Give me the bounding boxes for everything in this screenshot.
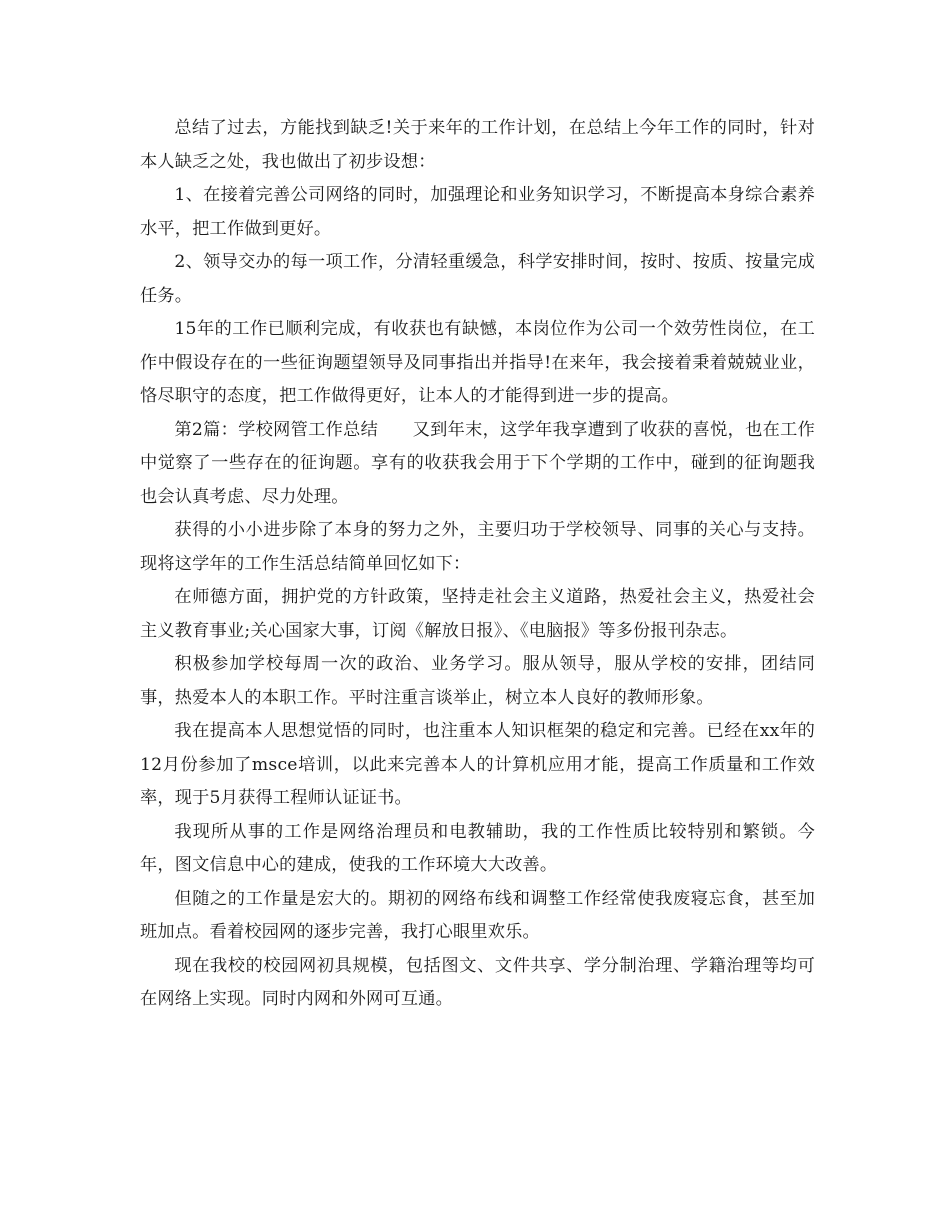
paragraph-study: 积极参加学校每周一次的政治、业务学习。服从领导，服从学校的安排，团结同事，热爱本人的本职工作。平时注重言谈举止，树立本人良好的教师形象。 (140, 654, 815, 708)
paragraph-progress: 获得的小小进步除了本身的努力之外，主要归功于学校领导、同事的关心与支持。现将这学年的工作生活总结简单回忆如下： (140, 520, 815, 574)
paragraph-ethics: 在师德方面，拥护党的方针政策，坚持走社会主义道路，热爱社会主义，热爱社会主义教育事业;关心国家大事，订阅《解放日报》、《电脑报》等多份报刊杂志。 (140, 587, 815, 641)
paragraph-plan-item-2: 2、领导交办的每一项工作，分清轻重缓急，科学安排时间，按时、按质、按量完成任务。 (140, 252, 815, 306)
section2-heading: 第2篇：学校网管工作总结 (174, 419, 379, 440)
paragraph-campus-network: 现在我校的校园网初具规模，包括图文、文件共享、学分制治理、学籍治理等均可在网络上实现。同时内网和外网可互通。 (140, 955, 815, 1009)
paragraph-year-summary: 15年的工作已顺利完成，有收获也有缺憾，本岗位作为公司一个效劳性岗位，在工作中假设存在的一些征询题望领导及同事指出并指导!在来年，我会接着秉着兢兢业业，恪尽职守的态度，把工作做得更好，让本人的才能得到进一步的提高。 (140, 319, 815, 406)
paragraph-knowledge: 我在提高本人思想觉悟的同时，也注重本人知识框架的稳定和完善。已经在xx年的12月份参加了msce培训，以此来完善本人的计算机应用才能，提高工作质量和工作效率，现于5月获得工程师认证证书。 (140, 721, 815, 808)
paragraph-section2-intro (140, 414, 815, 515)
paragraph-intro: 总结了过去，方能找到缺乏!关于来年的工作计划，在总结上今年工作的同时，针对本人缺乏之处，我也做出了初步设想： (140, 118, 815, 172)
section2-intro-text: 又到年末，这学年我享遭到了收获的喜悦，也在工作中觉察了一些存在的征询题。享有的收获我会用于下个学期的工作中，碰到的征询题我也会认真考虑、尽力处理。 (140, 419, 815, 507)
paragraph-workload: 但随之的工作量是宏大的。期初的网络布线和调整工作经常使我废寝忘食，甚至加班加点。看着校园网的逐步完善，我打心眼里欢乐。 (140, 888, 815, 942)
paragraph-job-role: 我现所从事的工作是网络治理员和电教辅助，我的工作性质比较特别和繁锁。今年，图文信息中心的建成，使我的工作环境大大改善。 (140, 821, 815, 875)
paragraph-plan-item-1: 1、在接着完善公司网络的同时，加强理论和业务知识学习，不断提高本身综合素养水平，把工作做到更好。 (140, 185, 815, 239)
document-body (140, 112, 815, 1017)
